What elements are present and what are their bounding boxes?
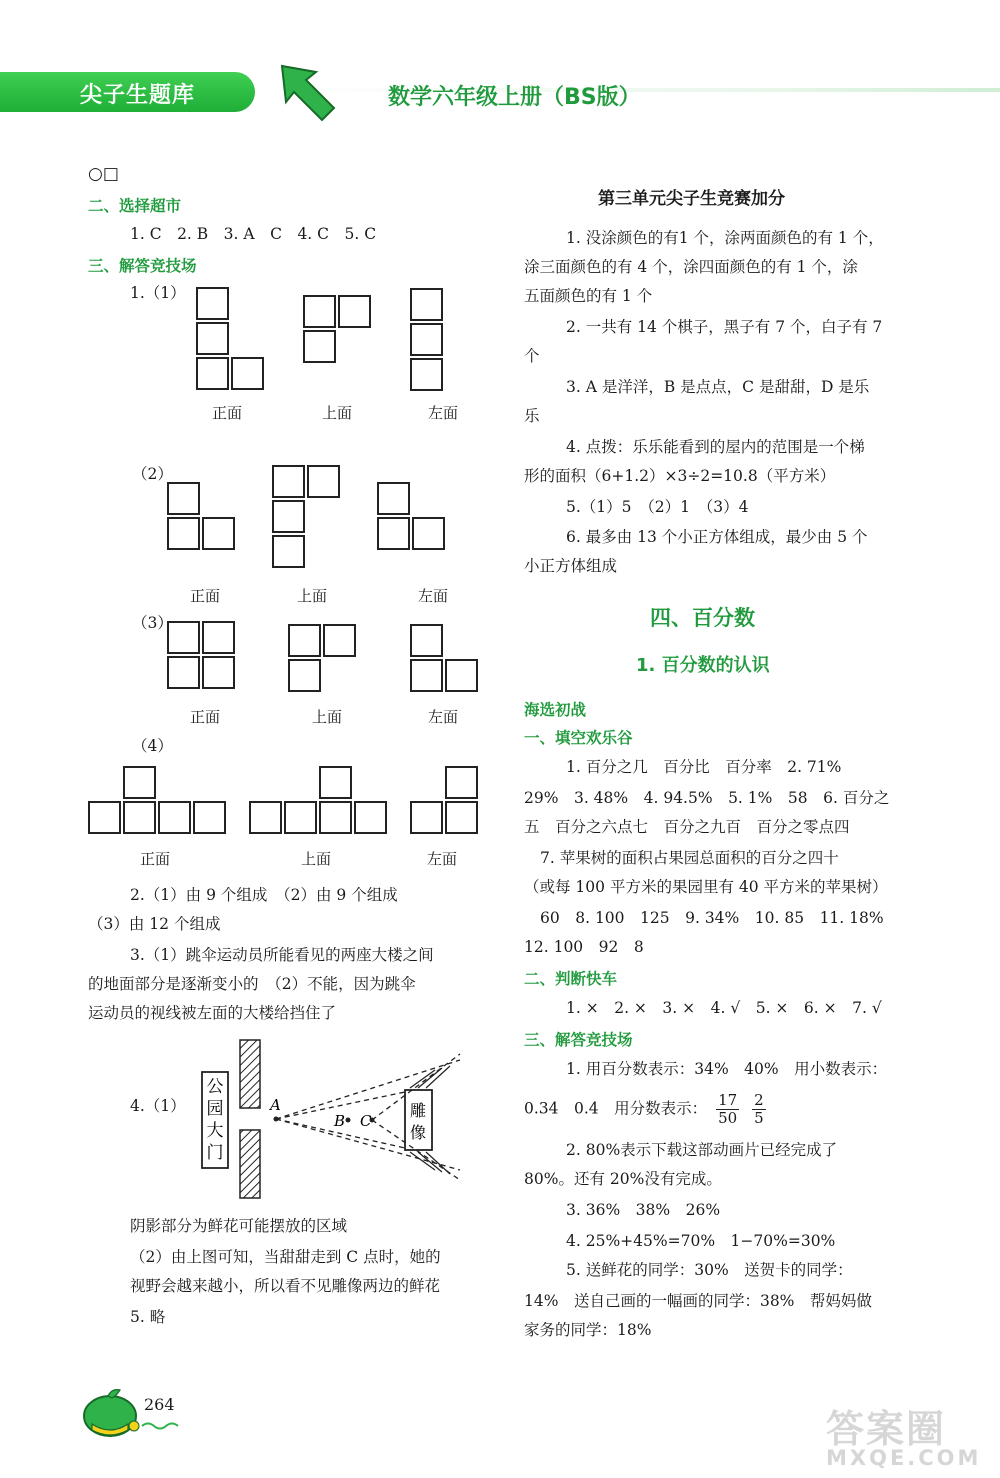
a2-line1: 2. 80%表示下载这部动画片已经完成了 xyxy=(566,1141,838,1159)
brand-label: 尖子生题库 xyxy=(80,83,196,108)
a1-line2-text: 0.34 0.4 用分数表示： xyxy=(524,1099,708,1118)
r5-line: 5.（1）5 （2）1 （3）4 xyxy=(566,498,749,516)
r1-line2: 涂三面颜色的有 4 个，涂四面颜色的有 1 个，涂 xyxy=(524,258,858,276)
point-b-dot xyxy=(346,1118,351,1123)
mascot-icon xyxy=(82,1386,144,1438)
q3-line1: 3.（1）跳伞运动员所能看见的两座大楼之间 xyxy=(130,946,434,964)
a5-line3: 家务的同学：18% xyxy=(524,1321,652,1339)
part3-label: （3） xyxy=(132,614,173,632)
q2-line2: （3）由 12 个组成 xyxy=(88,915,221,933)
a3-line: 3. 36% 38% 26% xyxy=(566,1201,721,1219)
shapes-row: ○□ xyxy=(88,164,119,184)
section-title-choice: 二、选择超市 xyxy=(88,197,182,215)
r1-line3: 五面颜色的有 1 个 xyxy=(524,287,653,305)
section-title-fill: 一、填空欢乐谷 xyxy=(524,729,633,747)
statue-char-1: 雕 xyxy=(409,1101,427,1120)
caption-top: 上面 xyxy=(322,404,353,422)
left-wall-top xyxy=(240,1040,260,1108)
q5-answer: 5. 略 xyxy=(130,1308,166,1326)
caption-front: 正面 xyxy=(190,708,221,726)
a1-line1: 1. 用百分数表示：34% 40% 用小数表示： xyxy=(566,1060,888,1078)
section-title-judge: 二、判断快车 xyxy=(524,970,618,988)
hx-title: 海选初战 xyxy=(524,701,587,719)
part2-label: （2） xyxy=(132,465,173,483)
caption-left: 左面 xyxy=(418,587,449,605)
a2-line2: 80%。还有 20%没有完成。 xyxy=(524,1170,722,1188)
fill-line7: 12. 100 92 8 xyxy=(524,938,644,956)
wave-decoration-icon xyxy=(140,1420,180,1430)
point-a-dot xyxy=(274,1117,279,1122)
q3-line3: 运动员的视线被左面的大楼给挡住了 xyxy=(88,1004,337,1022)
green-arrow-icon xyxy=(276,62,338,124)
point-b-label: B xyxy=(334,1112,346,1130)
caption-top: 上面 xyxy=(301,850,332,868)
a5-line2: 14% 送自己画的一幅画的同学：38% 帮妈妈做 xyxy=(524,1292,872,1310)
r3-line1: 3. A 是洋洋，B 是点点，C 是甜甜，D 是乐 xyxy=(566,378,870,396)
caption-left: 左面 xyxy=(428,708,459,726)
caption-front: 正面 xyxy=(212,404,243,422)
caption-front: 正面 xyxy=(140,850,171,868)
caption-top: 上面 xyxy=(297,587,328,605)
watermark-cn: 答案圈 xyxy=(826,1407,947,1451)
gate-char-4: 门 xyxy=(206,1143,224,1163)
judge-answers: 1. × 2. × 3. × 4. √ 5. × 6. × 7. √ xyxy=(566,999,882,1017)
book-title: 数学六年级上册（BS版） xyxy=(388,85,641,110)
lesson-title: 1. 百分数的认识 xyxy=(636,655,770,676)
gate-char-3: 大 xyxy=(206,1121,224,1141)
left-wall-bottom xyxy=(240,1130,260,1198)
q4-label: 4.（1） xyxy=(130,1097,186,1115)
a4-line: 4. 25%+45%=70% 1−70%=30% xyxy=(566,1232,836,1250)
chapter-title: 四、百分数 xyxy=(650,606,755,630)
gate-char-2: 园 xyxy=(206,1099,224,1119)
r6-line1: 6. 最多由 13 个小正方体组成，最少由 5 个 xyxy=(566,528,868,546)
park-gate-diagram xyxy=(190,1030,480,1205)
r6-line2: 小正方体组成 xyxy=(524,557,618,575)
section-title-solve: 三、解答竞技场 xyxy=(88,257,197,275)
fraction-17-50: $\frac{17}{50}$ xyxy=(718,1091,738,1127)
fill-line4: 7. 苹果树的面积占果园总面积的百分之四十 xyxy=(540,849,839,867)
brand-tab xyxy=(0,72,255,112)
q3-line2: 的地面部分是逐渐变小的 （2）不能，因为跳伞 xyxy=(88,975,416,993)
watermark-site: MXQE.COM xyxy=(826,1446,982,1470)
statue-char-2: 像 xyxy=(409,1123,427,1142)
r4-line2: 形的面积（6+1.2）×3÷2=10.8（平方米） xyxy=(524,467,836,485)
caption-top: 上面 xyxy=(312,708,343,726)
r2-line1: 2. 一共有 14 个棋子，黑子有 7 个，白子有 7 xyxy=(566,318,883,336)
q1-label: 1.（1） xyxy=(130,284,186,302)
q2-line1: 2.（1）由 9 个组成 （2）由 9 个组成 xyxy=(130,886,398,904)
point-c-label: C xyxy=(360,1112,372,1130)
section-title-solve-right: 三、解答竞技场 xyxy=(524,1031,633,1049)
unit-title: 第三单元尖子生竞赛加分 xyxy=(598,189,785,209)
caption-left: 左面 xyxy=(427,850,458,868)
r1-line1: 1. 没涂颜色的有1 个，涂两面颜色的有 1 个， xyxy=(566,229,884,247)
caption-front: 正面 xyxy=(190,587,221,605)
caption-left: 左面 xyxy=(428,404,459,422)
choice-answers: 1. C 2. B 3. A C 4. C 5. C xyxy=(130,225,377,243)
point-a-label: A xyxy=(270,1096,281,1114)
q4-line2: （2）由上图可知，当甜甜走到 C 点时，她的 xyxy=(130,1248,441,1266)
a5-line1: 5. 送鲜花的同学：30% 送贺卡的同学： xyxy=(566,1261,853,1279)
fill-line5: （或每 100 平方米的果园里有 40 平方米的苹果树） xyxy=(524,878,888,896)
fraction-2-5: $\frac{2}{5}$ xyxy=(754,1091,764,1127)
q4-line1: 阴影部分为鲜花可能摆放的区域 xyxy=(130,1217,348,1235)
part4-label: （4） xyxy=(132,737,173,755)
page-number: 264 xyxy=(144,1395,175,1414)
fill-line2: 29% 3. 48% 4. 94.5% 5. 1% 58 6. 百分之 xyxy=(524,789,890,807)
a1-line2 xyxy=(524,1092,770,1127)
r3-line2: 乐 xyxy=(524,407,540,425)
fill-line1: 1. 百分之几 百分比 百分率 2. 71% xyxy=(566,758,842,776)
q4-line3: 视野会越来越小，所以看不见雕像两边的鲜花 xyxy=(130,1277,441,1295)
gate-char-1: 公 xyxy=(206,1077,224,1097)
r2-line2: 个 xyxy=(524,347,540,365)
r4-line1: 4. 点拨：乐乐能看到的屋内的范围是一个梯 xyxy=(566,438,865,456)
fill-line6: 60 8. 100 125 9. 34% 10. 85 11. 18% xyxy=(540,909,884,927)
fill-line3: 五 百分之六点七 百分之九百 百分之零点四 xyxy=(524,818,850,836)
